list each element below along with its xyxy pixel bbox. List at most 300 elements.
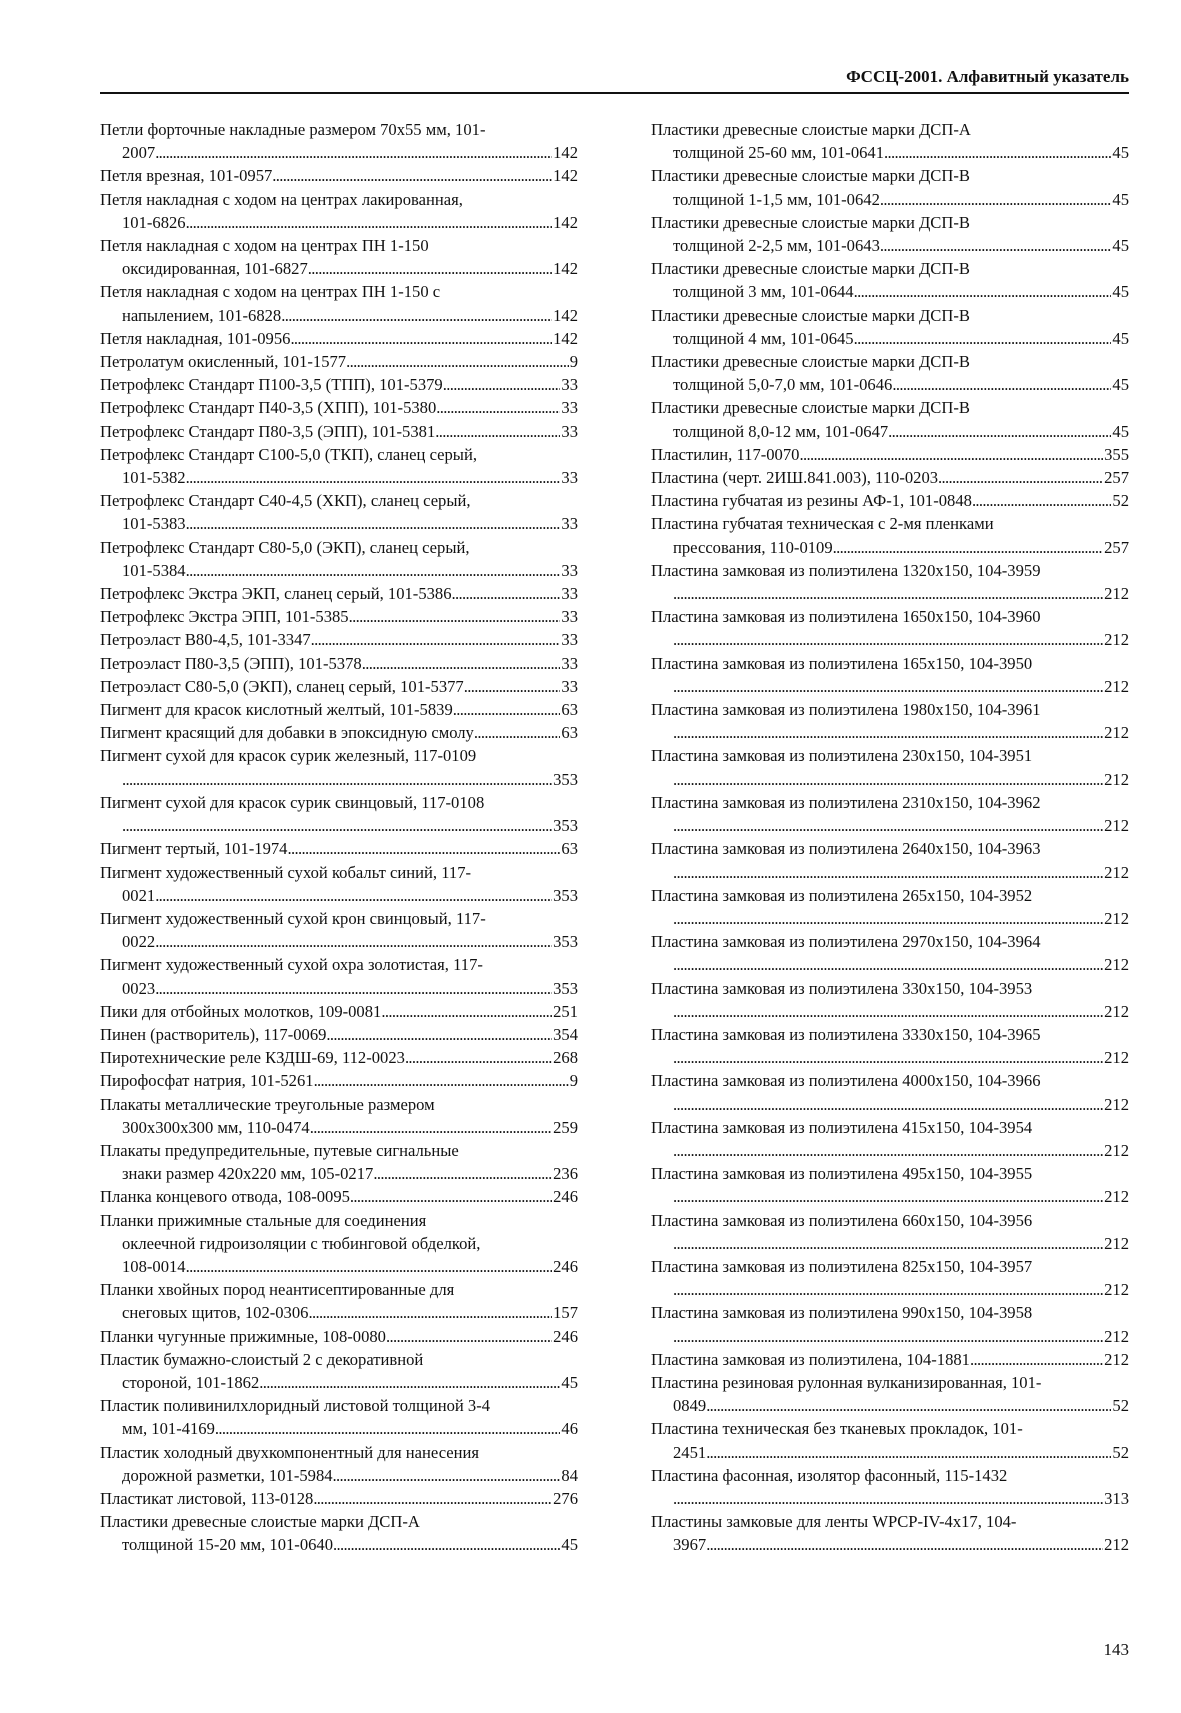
entry-leader-line: [100, 1487, 578, 1510]
entry-text: 0021: [122, 885, 156, 905]
entry-leader-line: [100, 884, 578, 907]
dot-leader: [350, 1185, 552, 1208]
dot-leader: [854, 327, 1112, 350]
index-entry: [100, 791, 578, 837]
entry-page-number: 142: [553, 143, 578, 163]
entry-text: Пластина губчатая техническая с 2-мя пленками: [651, 514, 994, 534]
dot-leader: [452, 582, 561, 605]
entry-leader-line: [100, 1069, 578, 1092]
index-entry: [651, 1209, 1129, 1255]
entry-text: Планки чугунные прижимные, 108-0080: [100, 1326, 386, 1346]
index-entry: [100, 1325, 578, 1348]
entry-page-number: 45: [1112, 375, 1129, 395]
entry-leader-line: [651, 814, 1129, 837]
entry-page-number: 212: [1104, 1280, 1129, 1300]
entry-page-number: 236: [553, 1164, 578, 1184]
entry-leader-line: [651, 420, 1129, 443]
index-entry: [651, 396, 1129, 442]
dot-leader: [311, 628, 561, 651]
entry-leader-line: [100, 698, 578, 721]
entry-page-number: 212: [1104, 1187, 1129, 1207]
entry-leader-line: [100, 1371, 578, 1394]
entry-page-number: 212: [1104, 955, 1129, 975]
entry-text: Пластина замковая из полиэтилена 660x150, 104-3956: [651, 1210, 1033, 1230]
index-column-right: [651, 118, 1129, 1557]
entry-text: оксидированная, 101-6827: [122, 259, 308, 279]
entry-text: Петрофлекс Экстра ЭКП, сланец серый, 101-5386: [100, 584, 452, 604]
dot-leader: [880, 234, 1112, 257]
index-entry: [100, 605, 578, 628]
entry-text: Пластина замковая из полиэтилена 330x150, 104-3953: [651, 978, 1033, 998]
index-entry: [100, 164, 578, 187]
entry-text: Пластина замковая из полиэтилена 4000x150, 104-3966: [651, 1071, 1041, 1091]
index-entry: [651, 1116, 1129, 1162]
dot-leader: [381, 1000, 552, 1023]
entry-text: толщиной 4 мм, 101-0645: [673, 328, 854, 348]
entry-text: Пластик бумажно-слоистый 2 с декоративной: [100, 1349, 424, 1369]
dot-leader: [310, 1116, 552, 1139]
index-entry: [100, 234, 578, 280]
entry-page-number: 276: [553, 1488, 578, 1508]
entry-text: 0022: [122, 932, 156, 952]
entry-page-number: 33: [561, 375, 578, 395]
entry-text: Пластина замковая из полиэтилена 1320x150, 104-3959: [651, 560, 1041, 580]
dot-leader: [362, 652, 561, 675]
entry-leader-line: [651, 280, 1129, 303]
index-entry: [651, 350, 1129, 396]
entry-text: 101-6826: [122, 212, 186, 232]
entry-text: Пигмент для красок кислотный желтый, 101-5839: [100, 700, 453, 720]
entry-text: Пластина (черт. 2ИШ.841.003), 110-0203: [651, 468, 939, 488]
entry-page-number: 142: [553, 259, 578, 279]
entry-page-number: 246: [553, 1187, 578, 1207]
entry-leader-line: [100, 559, 578, 582]
dot-leader: [474, 721, 561, 744]
dot-leader: [436, 396, 560, 419]
entry-text: 2451: [673, 1442, 707, 1462]
index-entry: [651, 884, 1129, 930]
index-entry: [100, 652, 578, 675]
entry-page-number: 45: [1112, 328, 1129, 348]
entry-text: Плакаты предупредительные, путевые сигнальные: [100, 1140, 459, 1160]
entry-text: Пластина техническая без тканевых прокладок, 101-: [651, 1419, 1023, 1439]
entry-text: Пластина губчатая из резины АФ-1, 101-0848: [651, 491, 972, 511]
index-entry: [651, 211, 1129, 257]
entry-leader-line: [100, 1255, 578, 1278]
index-entry: [100, 420, 578, 443]
entry-text: Пластики древесные слоистые марки ДСП-В: [651, 166, 970, 186]
entry-text: Пластина замковая из полиэтилена 230x150, 104-3951: [651, 746, 1033, 766]
entry-page-number: 33: [561, 584, 578, 604]
dot-leader: [308, 1301, 552, 1324]
entry-page-number: 45: [561, 1372, 578, 1392]
index-entry: [100, 1093, 578, 1139]
entry-text: оклеечной гидроизоляции с тюбинговой обделкой,: [122, 1233, 481, 1253]
entry-page-number: 63: [561, 839, 578, 859]
dot-leader: [880, 188, 1112, 211]
entry-leader-line: [100, 768, 578, 791]
dot-leader: [333, 1533, 560, 1556]
entry-text: Пластики древесные слоистые марки ДСП-В: [651, 212, 970, 232]
entry-leader-line: [100, 257, 578, 280]
entry-leader-line: [651, 1487, 1129, 1510]
entry-page-number: 246: [553, 1256, 578, 1276]
index-entry: [651, 605, 1129, 651]
entry-page-number: 212: [1104, 1326, 1129, 1346]
entry-page-number: 45: [1112, 143, 1129, 163]
entry-text: Пики для отбойных молотков, 109-0081: [100, 1001, 382, 1021]
entry-text: толщиной 25-60 мм, 101-0641: [673, 143, 885, 163]
page-number: 143: [1103, 1640, 1129, 1659]
entry-leader-line: [100, 930, 578, 953]
entry-leader-line: [100, 327, 578, 350]
dot-leader: [673, 675, 1103, 698]
entry-leader-line: [100, 396, 578, 419]
entry-page-number: 52: [1112, 491, 1129, 511]
index-entry: [651, 443, 1129, 466]
entry-leader-line: [100, 1000, 578, 1023]
dot-leader: [673, 1325, 1103, 1348]
entry-leader-line: [100, 605, 578, 628]
entry-leader-line: [651, 141, 1129, 164]
entry-text: Пигмент художественный сухой охра золотистая, 117-: [100, 955, 483, 975]
index-entry: [651, 1348, 1129, 1371]
entry-leader-line: [651, 1278, 1129, 1301]
entry-text: толщиной 2-2,5 мм, 101-0643: [673, 236, 880, 256]
entry-leader-line: [100, 512, 578, 535]
entry-leader-line: [100, 1116, 578, 1139]
entry-text: Петля накладная с ходом на центрах ПН 1-150: [100, 236, 429, 256]
entry-leader-line: [651, 1139, 1129, 1162]
entry-text: Пластина замковая из полиэтилена 265x150, 104-3952: [651, 885, 1033, 905]
index-entry: [100, 1394, 578, 1440]
dot-leader: [435, 420, 560, 443]
dot-leader: [155, 930, 552, 953]
entry-leader-line: [100, 1464, 578, 1487]
entry-leader-line: [651, 1441, 1129, 1464]
entry-page-number: 212: [1104, 816, 1129, 836]
entry-page-number: 212: [1104, 862, 1129, 882]
entry-text: Петрофлекс Стандарт С40-4,5 (ХКП), сланец серый,: [100, 491, 471, 511]
entry-text: Пластики древесные слоистые марки ДСП-В: [651, 305, 970, 325]
dot-leader: [155, 884, 552, 907]
entry-leader-line: [651, 327, 1129, 350]
index-entry: [651, 1510, 1129, 1556]
index-entry: [651, 257, 1129, 303]
entry-text: Пигмент художественный сухой кобальт синий, 117-: [100, 862, 472, 882]
entry-text: 108-0014: [122, 1256, 186, 1276]
entry-text: дорожной разметки, 101-5984: [122, 1465, 333, 1485]
index-entry: [100, 721, 578, 744]
dot-leader: [970, 1348, 1103, 1371]
index-entry: [100, 280, 578, 326]
entry-text: Петрофлекс Экстра ЭПП, 101-5385: [100, 607, 349, 627]
entry-leader-line: [651, 466, 1129, 489]
entry-leader-line: [651, 188, 1129, 211]
index-entry: [100, 373, 578, 396]
entry-leader-line: [651, 443, 1129, 466]
entry-leader-line: [100, 675, 578, 698]
entry-leader-line: [651, 582, 1129, 605]
entry-leader-line: [651, 489, 1129, 512]
entry-page-number: 353: [553, 978, 578, 998]
entry-page-number: 33: [561, 398, 578, 418]
entry-page-number: 212: [1104, 1094, 1129, 1114]
index-entry: [100, 861, 578, 907]
entry-leader-line: [651, 1325, 1129, 1348]
index-entry: [100, 1000, 578, 1023]
index-entry: [100, 744, 578, 790]
entry-text: Пластики древесные слоистые марки ДСП-А: [651, 120, 971, 139]
entry-text: 101-5382: [122, 468, 186, 488]
entry-text: Пигмент художественный сухой крон свинцовый, 117-: [100, 908, 486, 928]
entry-text: Петля врезная, 101-0957: [100, 166, 273, 186]
index-entry: [651, 118, 1129, 164]
entry-text: Пластина резиновая рулонная вулканизированная, 101-: [651, 1372, 1042, 1392]
entry-page-number: 212: [1104, 1535, 1129, 1555]
entry-text: Пластикат листовой, 113-0128: [100, 1488, 314, 1508]
entry-page-number: 63: [561, 723, 578, 743]
entry-leader-line: [100, 1162, 578, 1185]
entry-text: Пигмент сухой для красок сурик свинцовый, 117-0108: [100, 792, 485, 812]
entry-page-number: 212: [1104, 1140, 1129, 1160]
dot-leader: [892, 373, 1111, 396]
entry-text: 0023: [122, 978, 156, 998]
dot-leader: [186, 559, 561, 582]
dot-leader: [673, 582, 1103, 605]
entry-leader-line: [100, 420, 578, 443]
dot-leader: [673, 907, 1103, 930]
entry-page-number: 257: [1104, 468, 1129, 488]
entry-text: Планки хвойных пород неантисептированные для: [100, 1280, 455, 1300]
dot-leader: [405, 1046, 552, 1069]
entry-page-number: 251: [553, 1001, 578, 1021]
dot-leader: [799, 443, 1103, 466]
dot-leader: [186, 466, 561, 489]
index-entry: [100, 1487, 578, 1510]
index-entry: [100, 837, 578, 860]
entry-page-number: 45: [1112, 421, 1129, 441]
dot-leader: [186, 211, 553, 234]
entry-page-number: 33: [561, 607, 578, 627]
index-entry: [651, 1371, 1129, 1417]
entry-leader-line: [100, 1417, 578, 1440]
entry-leader-line: [100, 373, 578, 396]
entry-page-number: 313: [1104, 1488, 1129, 1508]
dot-leader: [706, 1394, 1111, 1417]
index-entry: [651, 1301, 1129, 1347]
index-entry: [100, 907, 578, 953]
index-entry: [651, 1023, 1129, 1069]
entry-leader-line: [651, 768, 1129, 791]
entry-leader-line: [651, 1046, 1129, 1069]
dot-leader: [673, 1000, 1103, 1023]
entry-text: Петрофлекс Стандарт П40-3,5 (ХПП), 101-5380: [100, 398, 437, 418]
entry-page-number: 142: [553, 212, 578, 232]
entry-text: Пирофосфат натрия, 101-5261: [100, 1071, 314, 1091]
index-entry: [651, 1162, 1129, 1208]
entry-leader-line: [100, 814, 578, 837]
entry-text: Петролатум окисленный, 101-1577: [100, 352, 347, 372]
entry-page-number: 212: [1104, 630, 1129, 650]
dot-leader: [122, 814, 552, 837]
entry-page-number: 353: [553, 816, 578, 836]
dot-leader: [308, 257, 552, 280]
dot-leader: [373, 1162, 552, 1185]
entry-page-number: 142: [553, 328, 578, 348]
entry-leader-line: [100, 837, 578, 860]
entry-page-number: 33: [561, 468, 578, 488]
entry-text: Петрофлекс Стандарт П100-3,5 (ТПП), 101-5379: [100, 375, 443, 395]
entry-text: Петроэласт П80-3,5 (ЭПП), 101-5378: [100, 653, 362, 673]
entry-text: Пластина замковая из полиэтилена 1650x150, 104-3960: [651, 607, 1041, 627]
entry-page-number: 46: [561, 1419, 578, 1439]
entry-page-number: 212: [1104, 769, 1129, 789]
index-entry: [651, 977, 1129, 1023]
index-entry: [651, 466, 1129, 489]
entry-text: Пластина замковая из полиэтилена 825x150, 104-3957: [651, 1256, 1033, 1276]
entry-leader-line: [100, 141, 578, 164]
dot-leader: [673, 1046, 1103, 1069]
dot-leader: [673, 628, 1103, 651]
dot-leader: [673, 1093, 1103, 1116]
index-entry: [651, 791, 1129, 837]
entry-text: Пластики древесные слоистые марки ДСП-В: [651, 398, 970, 418]
entry-text: толщиной 5,0-7,0 мм, 101-0646: [673, 375, 893, 395]
dot-leader: [884, 141, 1111, 164]
entry-leader-line: [100, 1185, 578, 1208]
entry-page-number: 212: [1104, 908, 1129, 928]
dot-leader: [155, 977, 552, 1000]
entry-leader-line: [651, 953, 1129, 976]
index-entry: [651, 698, 1129, 744]
entry-leader-line: [651, 1000, 1129, 1023]
entry-text: Пиротехнические реле КЗДШ-69, 112-0023: [100, 1048, 405, 1068]
dot-leader: [314, 1069, 569, 1092]
entry-leader-line: [100, 211, 578, 234]
entry-leader-line: [651, 1232, 1129, 1255]
entry-text: Петля накладная с ходом на центрах лакированная,: [100, 189, 463, 209]
entry-page-number: 212: [1104, 723, 1129, 743]
entry-page-number: 45: [1112, 282, 1129, 302]
dot-leader: [272, 164, 552, 187]
entry-leader-line: [651, 1533, 1129, 1556]
entry-page-number: 157: [553, 1303, 578, 1323]
dot-leader: [938, 466, 1103, 489]
dot-leader: [706, 1441, 1111, 1464]
index-entry: [100, 350, 578, 373]
entry-text: Плакаты металлические треугольные размером: [100, 1094, 435, 1114]
entry-leader-line: [100, 1533, 578, 1556]
entry-page-number: 33: [561, 630, 578, 650]
entry-text: Пластик поливинилхлоридный листовой толщиной 3-4: [100, 1396, 491, 1416]
entry-page-number: 212: [1104, 1001, 1129, 1021]
entry-leader-line: [100, 652, 578, 675]
entry-text: знаки размер 420x220 мм, 105-0217: [122, 1164, 374, 1184]
entry-page-number: 353: [553, 769, 578, 789]
entry-text: Петрофлекс Стандарт С100-5,0 (ТКП), сланец серый,: [100, 444, 477, 464]
entry-text: Пластина замковая из полиэтилена 1980x150, 104-3961: [651, 700, 1041, 720]
index-entry: [651, 512, 1129, 558]
dot-leader: [155, 141, 552, 164]
entry-text: 2007: [122, 143, 156, 163]
entry-page-number: 355: [1104, 444, 1129, 464]
dot-leader: [673, 1278, 1103, 1301]
entry-leader-line: [651, 628, 1129, 651]
entry-text: Пластина замковая из полиэтилена 495x150, 104-3955: [651, 1164, 1033, 1184]
entry-text: Пигмент тертый, 101-1974: [100, 839, 288, 859]
index-entry: [651, 1069, 1129, 1115]
index-column-left: [100, 118, 578, 1557]
dot-leader: [673, 861, 1103, 884]
index-entry: [100, 118, 578, 164]
entry-leader-line: [651, 1348, 1129, 1371]
index-entry: [100, 1023, 578, 1046]
entry-text: Пластики древесные слоистые марки ДСП-А: [100, 1512, 420, 1532]
entry-text: Пластина замковая из полиэтилена 2310x150, 104-3962: [651, 792, 1041, 812]
entry-text: толщиной 8,0-12 мм, 101-0647: [673, 421, 889, 441]
dot-leader: [346, 350, 569, 373]
entry-text: толщиной 1-1,5 мм, 101-0642: [673, 189, 880, 209]
entry-leader-line: [651, 675, 1129, 698]
index-entry: [100, 953, 578, 999]
entry-text: Пластина замковая из полиэтилена 990x150, 104-3958: [651, 1303, 1033, 1323]
entry-text: Планка концевого отвода, 108-0095: [100, 1187, 350, 1207]
index-entry: [651, 837, 1129, 883]
entry-leader-line: [100, 1023, 578, 1046]
entry-text: 0849: [673, 1396, 707, 1416]
entry-page-number: 142: [553, 305, 578, 325]
dot-leader: [313, 1487, 552, 1510]
entry-text: 300x300x300 мм, 110-0474: [122, 1117, 310, 1137]
entry-page-number: 33: [561, 560, 578, 580]
entry-page-number: 353: [553, 885, 578, 905]
entry-leader-line: [651, 721, 1129, 744]
entry-page-number: 142: [553, 166, 578, 186]
index-entry: [651, 559, 1129, 605]
entry-text: Планки прижимные стальные для соединения: [100, 1210, 427, 1230]
entry-page-number: 45: [1112, 236, 1129, 256]
entry-leader-line: [100, 582, 578, 605]
dot-leader: [259, 1371, 560, 1394]
entry-page-number: 212: [1104, 584, 1129, 604]
dot-leader: [290, 327, 552, 350]
dot-leader: [706, 1533, 1103, 1556]
entry-page-number: 33: [561, 421, 578, 441]
entry-text: толщиной 3 мм, 101-0644: [673, 282, 854, 302]
index-entry: [100, 675, 578, 698]
index-entry: [651, 164, 1129, 210]
entry-page-number: 84: [561, 1465, 578, 1485]
entry-page-number: 33: [561, 514, 578, 534]
entry-text: Петля накладная с ходом на центрах ПН 1-150 с: [100, 282, 441, 302]
entry-text: Пластина замковая из полиэтилена 3330x150, 104-3965: [651, 1024, 1041, 1044]
entry-text: Петля накладная, 101-0956: [100, 328, 291, 348]
entry-page-number: 63: [561, 700, 578, 720]
index-entry: [100, 1209, 578, 1279]
index-entry: [100, 1185, 578, 1208]
entry-text: напылением, 101-6828: [122, 305, 282, 325]
entry-text: Пластина замковая из полиэтилена 2640x150, 104-3963: [651, 839, 1041, 859]
dot-leader: [673, 814, 1103, 837]
index-entry: [100, 536, 578, 582]
entry-text: Петрофлекс Стандарт П80-3,5 (ЭПП), 101-5381: [100, 421, 436, 441]
entry-text: Пинен (растворитель), 117-0069: [100, 1024, 327, 1044]
entry-text: Пластина замковая из полиэтилена 165x150, 104-3950: [651, 653, 1033, 673]
dot-leader: [972, 489, 1111, 512]
dot-leader: [333, 1464, 561, 1487]
dot-leader: [673, 768, 1103, 791]
